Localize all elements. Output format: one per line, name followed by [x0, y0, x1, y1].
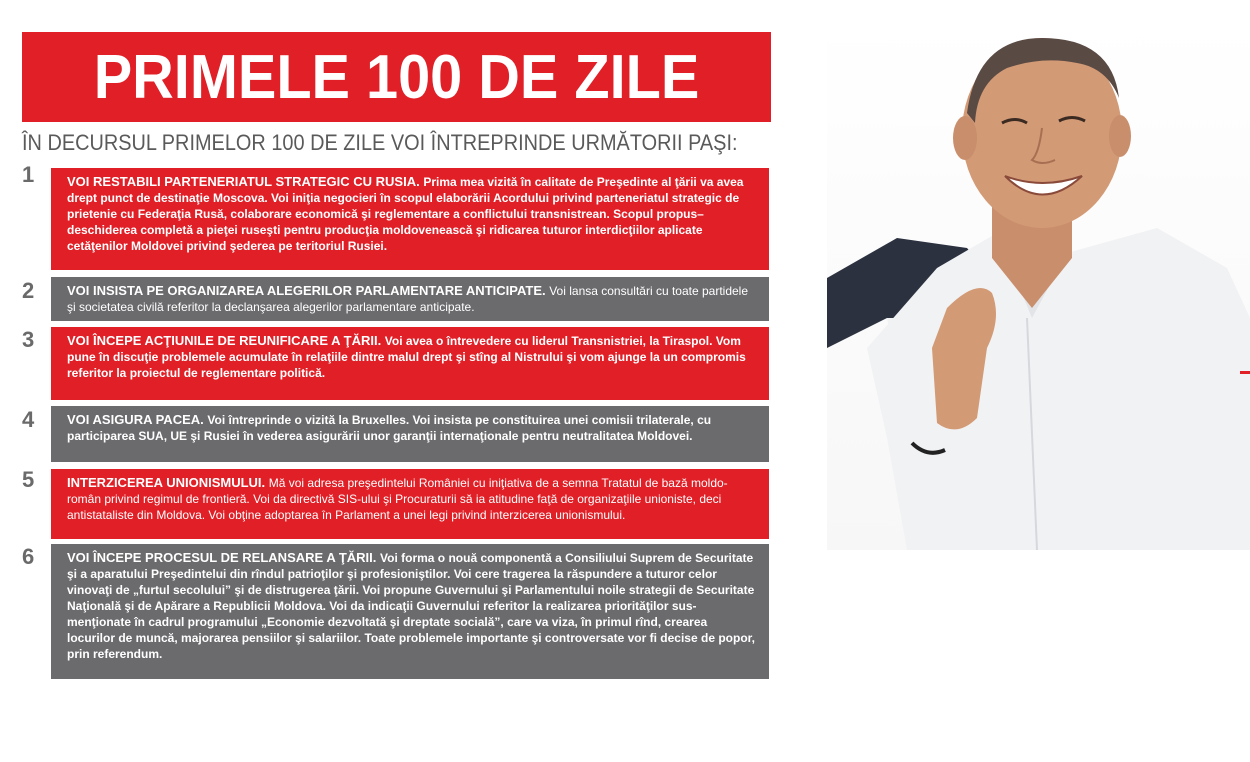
step-title-5: INTERZICEREA UNIONISMULUI.: [67, 475, 269, 490]
step-box-6: [51, 544, 769, 679]
step-text-2: Voi lansa consultări cu toate partidele şi societatea civilă referitor la declanşarea alegerilor parlamentare anticipate.: [67, 284, 749, 314]
step-box-5: [51, 469, 769, 539]
step-number-6: 6: [22, 544, 35, 569]
step-title-6: VOI ÎNCEPE PROCESUL DE RELANSARE A ŢĂRII.: [67, 550, 381, 565]
step-title-1: VOI RESTABILI PARTENERIATUL STRATEGIC CU RUSIA.: [67, 174, 424, 189]
step-text-4: Voi întreprinde o vizită la Bruxelles. Voi insista pe constituirea unei comisii trilaterale, cu participarea SUA, UE şi Rusiei în vederea asigurării unor garanţii internaţionale pentru neutralitatea Moldovei.: [67, 413, 712, 443]
page-title: PRIMELE 100 DE ZILE: [93, 43, 700, 112]
title-banner: [22, 32, 771, 122]
portrait-photo: [827, 18, 1250, 550]
step-text-3: Voi avea o întrevedere cu liderul Transnistriei, la Tiraspol. Vom pune în discuţie problemele acumulate în relaţiile dintre malul drept şi stîng al Nistrului şi vom ajunge la un compromis referitor la proiectul de reglementare politică.: [67, 334, 746, 380]
step-number-1: 1: [22, 162, 35, 187]
step-text-1: Prima mea vizită în calitate de Preşedinte al ţării va avea drept punct de destinaţie Moscova. Voi iniţia negocieri în scopul elaborării Acordului privind parteneriatul strategic de prietenie cu Federaţia Rusă, colaborare economică şi reglementare a conflictului transnistrean. Scopul propus– deschiderea completă a pieţei ruseşti pentru producţia moldovenească şi ridicarea tuturor interdicţiilor aplicate cetăţenilor Moldovei privind şederea pe teritoriul Rusiei.: [67, 175, 744, 253]
subtitle: ÎN DECURSUL PRIMELOR 100 DE ZILE VOI ÎNTREPRINDE URMĂTORII PAŞI:: [22, 130, 738, 155]
step-box-1: [51, 168, 769, 270]
step-title-3: VOI ÎNCEPE ACŢIUNILE DE REUNIFICARE A ŢĂRII.: [67, 333, 385, 348]
step-number-3: 3: [22, 327, 35, 352]
portrait-illustration: [827, 18, 1250, 550]
step-number-5: 5: [22, 467, 35, 492]
step-title-2: VOI INSISTA PE ORGANIZAREA ALEGERILOR PARLAMENTARE ANTICIPATE.: [67, 283, 550, 298]
step-box-3: [51, 327, 769, 400]
step-title-4: VOI ASIGURA PACEA.: [67, 412, 208, 427]
decorative-red-line: [1240, 371, 1250, 374]
step-number-4: 4: [22, 407, 35, 432]
step-text-5: Mă voi adresa preşedintelui României cu iniţiativa de a semna Tratatul de bază moldo-român privind regimul de frontieră. Voi da directivă SIS-ului şi Procuraturii să ia atitudine faţă de organizaţiile unioniste, deci antistataliste din Moldova. Voi obţine adoptarea în Parlament a unei legi privind interzicerea unionismului.: [67, 476, 728, 522]
step-number-2: 2: [22, 278, 35, 303]
step-box-2: [51, 277, 769, 321]
step-box-4: [51, 406, 769, 462]
step-text-6: Voi forma o nouă componentă a Consiliului Suprem de Securitate şi a aparatului Preşedintelui din rîndul patrioţilor şi profesioniştilor. Voi cere tragerea la răspundere a tuturor celor vinovaţi de „furtul secolului” şi de distrugerea ţării. Voi propune Guvernului şi Parlamentului noile strategii de Securitate Naţională şi de Apărare a Republicii Moldova. Voi da indicaţii Guvernului referitor la realizarea priorităţilor sus-menţionate în cadrul programului „Economie dezvoltată şi dreptate socială”, care va viza, în primul rînd, crearea locurilor de muncă, majorarea pensiilor şi salariilor. Toate problemele importante şi controversate vor fi decise de popor, prin referendum.: [67, 551, 755, 661]
